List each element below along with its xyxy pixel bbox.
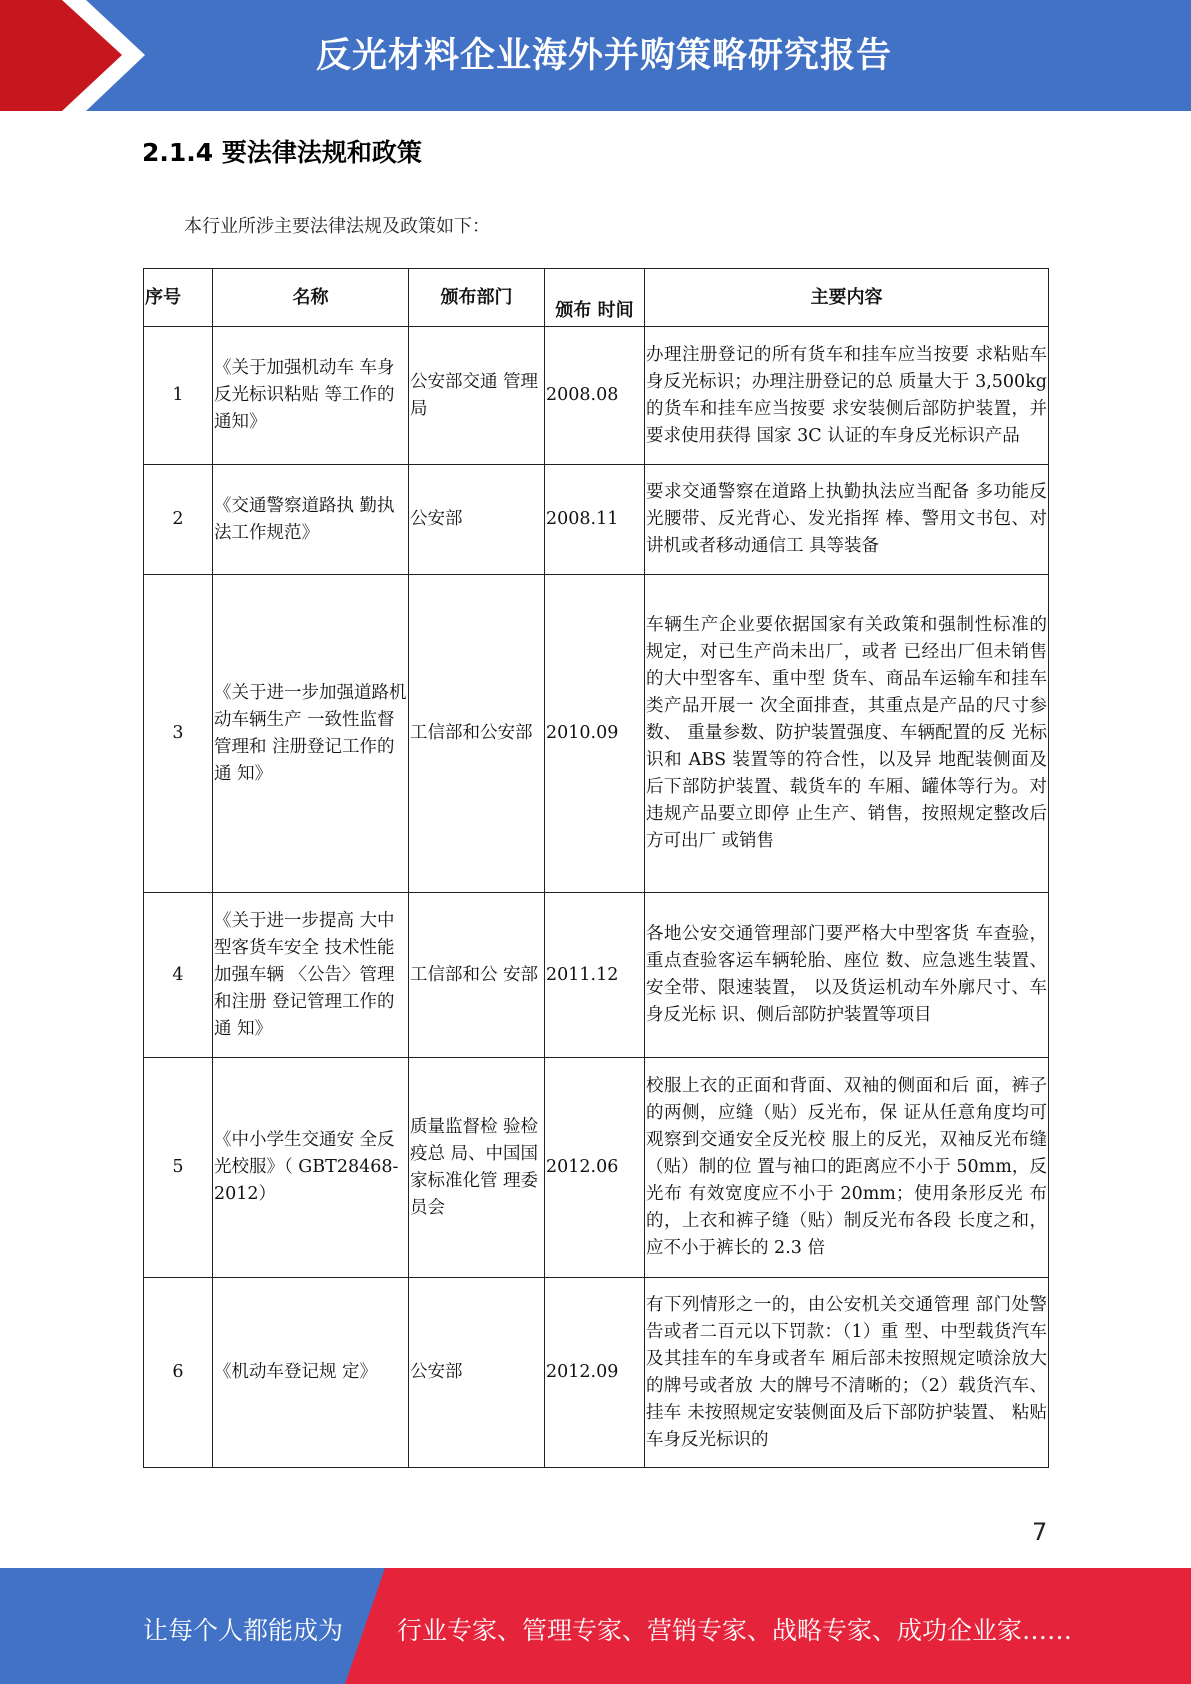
row-time: 2012.06: [545, 1058, 645, 1278]
section-title: 2.1.4 要法律法规和政策: [142, 138, 422, 167]
row-dept: 质量监督检 验检疫总 局、中国国 家标准化管 理委员会: [409, 1058, 545, 1278]
row-no: 3: [144, 575, 213, 893]
row-content: 校服上衣的正面和背面、双袖的侧面和后 面，裤子的两侧，应缝（贴）反光布，保 证从任意角度均可观察到交通安全反光校 服上的反光，双袖反光布缝（贴）制的位 置与袖口的距离应不小于 50mm，反光布 有效宽度应不小于 20mm；使用条形反光 布的，上衣和裤子缝（贴）制反光布各段 长度之和，应不小于裤长的 2.3 倍: [645, 1058, 1049, 1278]
row-time: 2012.09: [545, 1278, 645, 1468]
row-no: 6: [144, 1278, 213, 1468]
row-content: 车辆生产企业要依据国家有关政策和强制性标准的规定，对已生产尚未出厂，或者 已经出厂但未销售的大中型客车、重中型 货车、商品车运输车和挂车类产品开展一 次全面排查，其重点是产品的尺寸参数、 重量参数、防护装置强度、车辆配置的反 光标识和 ABS 装置等的符合性，以及异 地配装侧面及后下部防护装置、载货车的 车厢、罐体等行为。对违规产品要立即停 止生产、销售，按照规定整改后方可出厂 或销售: [645, 575, 1049, 893]
footer-slogan-left: 让每个人都能成为: [143, 1616, 344, 1645]
table-header-row: [144, 269, 1049, 327]
report-title: 反光材料企业海外并购策略研究报告: [316, 36, 893, 76]
footer-slogan-right: 行业专家、管理专家、营销专家、战略专家、成功企业家……: [397, 1616, 1073, 1645]
row-time: 2008.11: [545, 465, 645, 575]
row-content: 办理注册登记的所有货车和挂车应当按要 求粘贴车身反光标识；办理注册登记的总 质量大于 3,500kg 的货车和挂车应当按要 求安装侧后部防护装置，并要求使用获得 国家 3C 认证的车身反光标识产品: [645, 327, 1049, 465]
row-name: 《关于进一步加强道路机动车辆生产 一致性监督管理和 注册登记工作的通 知》: [213, 575, 409, 893]
header-no: 序号: [144, 269, 213, 327]
row-dept: 公安部交通 管理局: [409, 327, 545, 465]
table-row: [144, 465, 1049, 575]
row-dept: 公安部: [409, 465, 545, 575]
row-time: 2010.09: [545, 575, 645, 893]
row-name: 《中小学生交通安 全反光校服》（ GBT28468-2012）: [213, 1058, 409, 1278]
row-dept: 工信部和公安部: [409, 575, 545, 893]
table-row: [144, 893, 1049, 1058]
header-content: 主要内容: [645, 269, 1049, 327]
row-content: 各地公安交通管理部门要严格大中型客货 车查验，重点查验客运车辆轮胎、座位 数、应急逃生装置、安全带、限速装置， 以及货运机动车外廓尺寸、车身反光标 识、侧后部防护装置等项目: [645, 893, 1049, 1058]
row-no: 5: [144, 1058, 213, 1278]
row-time: 2011.12: [545, 893, 645, 1058]
laws-table: [143, 268, 1049, 1468]
table-row: [144, 575, 1049, 893]
header-name: 名称: [213, 269, 409, 327]
row-no: 1: [144, 327, 213, 465]
header-time: 颁布 时间: [545, 269, 645, 327]
table-row: [144, 1058, 1049, 1278]
table-row: [144, 327, 1049, 465]
row-name: 《关于加强机动车 车身反光标识粘贴 等工作的通知》: [213, 327, 409, 465]
page-number: 7: [1032, 1518, 1048, 1546]
header-dept: 颁布部门: [409, 269, 545, 327]
row-content: 有下列情形之一的，由公安机关交通管理 部门处警告或者二百元以下罚款：（1）重 型、中型载货汽车及其挂车的车身或者车 厢后部未按照规定喷涂放大的牌号或者放 大的牌号不清晰的；（2）载货汽车、挂车 未按照规定安装侧面及后下部防护装置、 粘贴车身反光标识的: [645, 1278, 1049, 1468]
intro-paragraph: 本行业所涉主要法律法规及政策如下：: [184, 216, 490, 237]
row-no: 4: [144, 893, 213, 1058]
row-no: 2: [144, 465, 213, 575]
row-dept: 工信部和公 安部: [409, 893, 545, 1058]
row-content: 要求交通警察在道路上执勤执法应当配备 多功能反光腰带、反光背心、发光指挥 棒、警用文书包、对讲机或者移动通信工 具等装备: [645, 465, 1049, 575]
row-dept: 公安部: [409, 1278, 545, 1468]
row-time: 2008.08: [545, 327, 645, 465]
row-name: 《交通警察道路执 勤执法工作规范》: [213, 465, 409, 575]
table-row: [144, 1278, 1049, 1468]
row-name: 《机动车登记规 定》: [213, 1278, 409, 1468]
row-name: 《关于进一步提高 大中型客货车安全 技术性能加强车辆 〈公告〉管理和注册 登记管理工作的通 知》: [213, 893, 409, 1058]
header-arrow-icon: [0, 0, 160, 111]
